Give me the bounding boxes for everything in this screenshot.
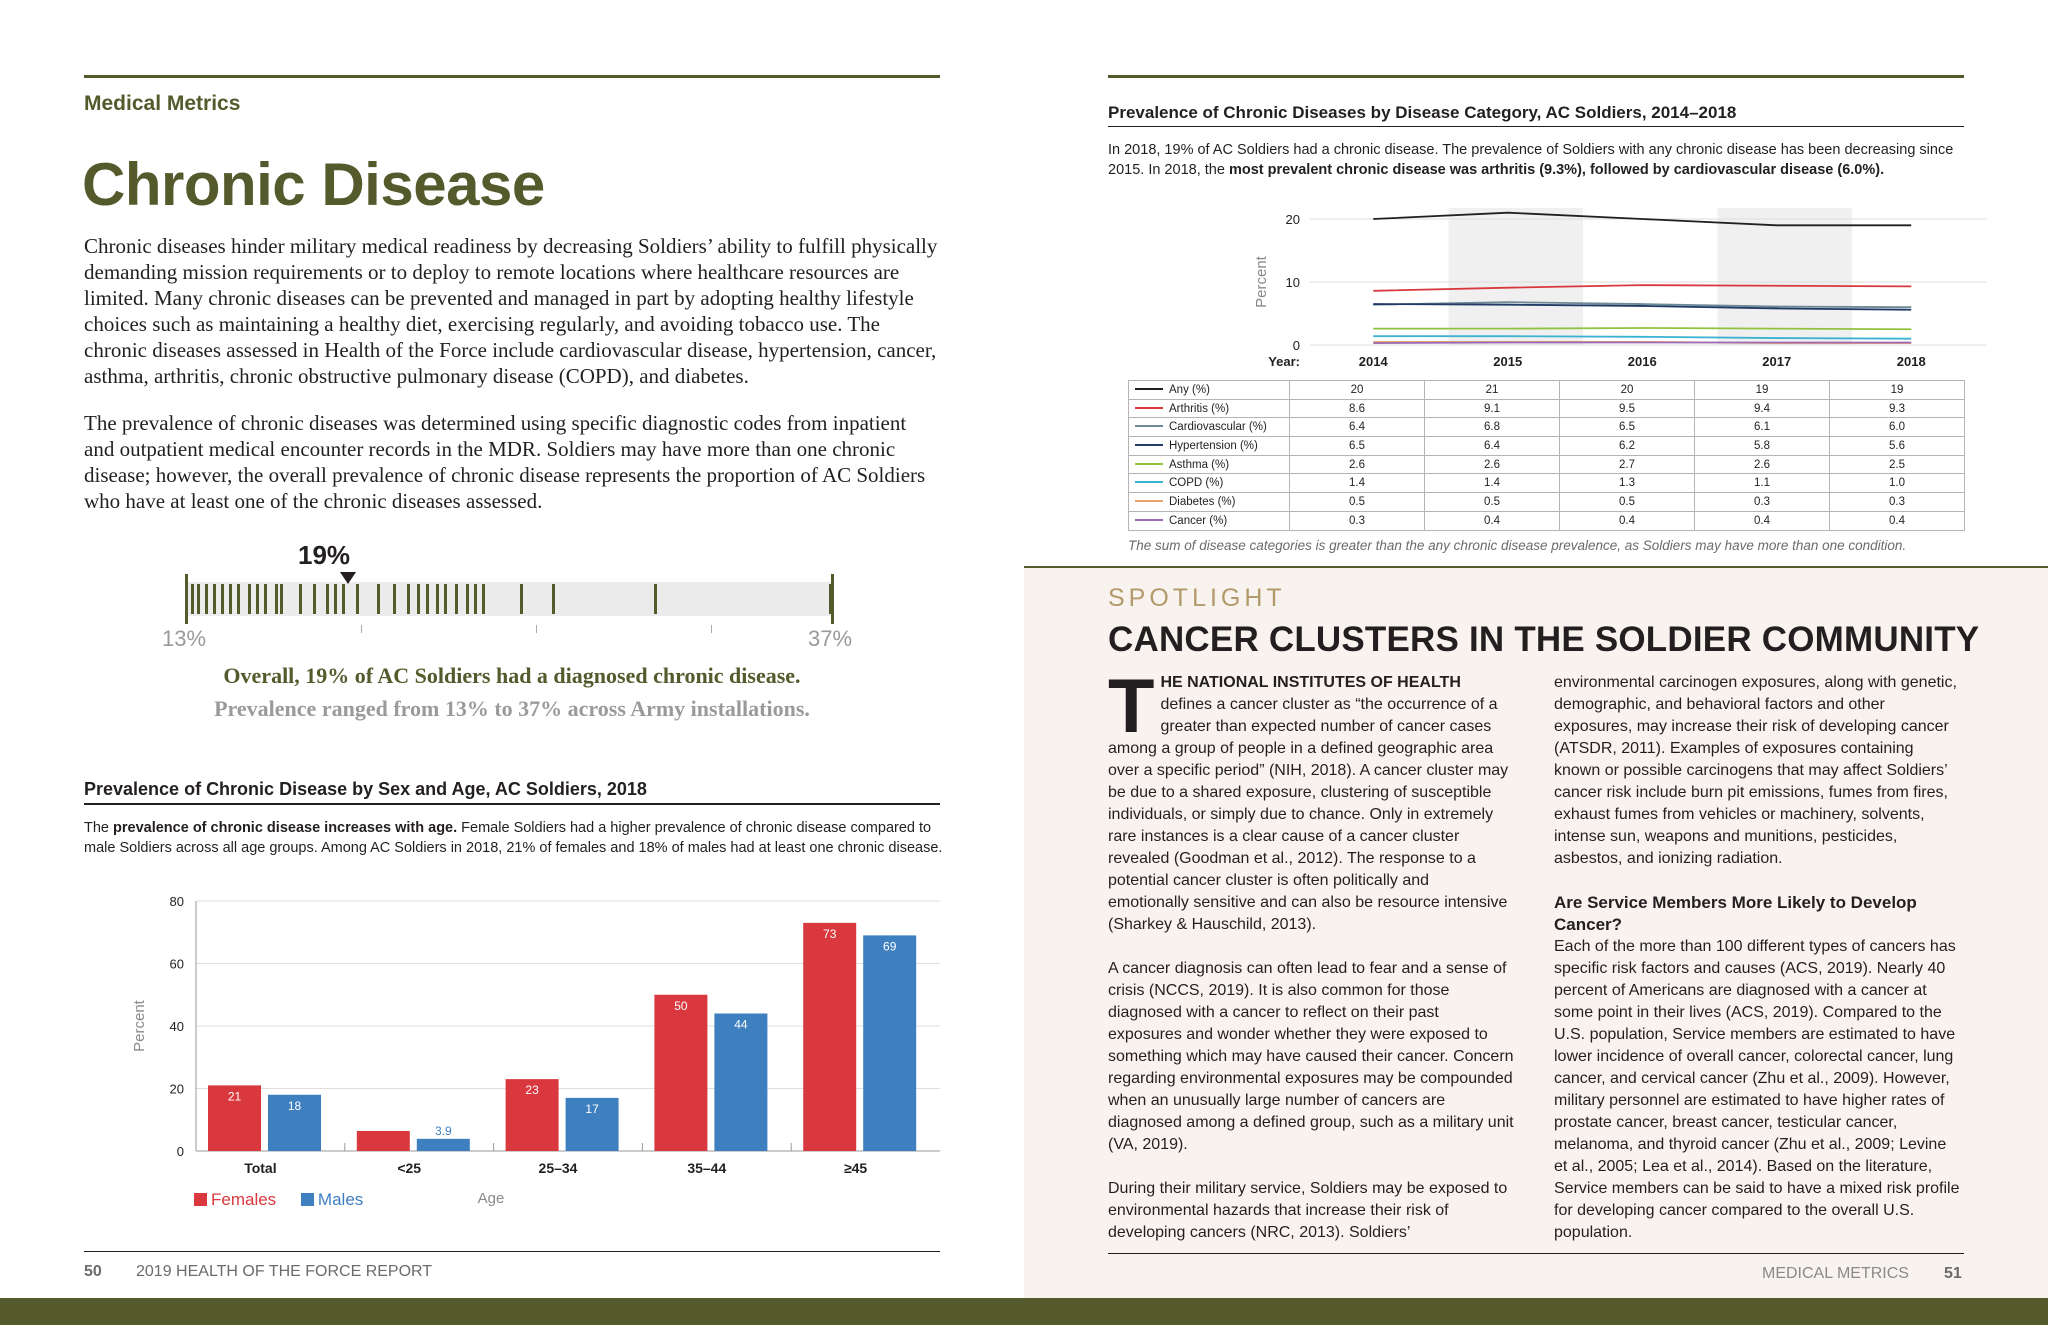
footer-rule <box>84 1251 940 1252</box>
table-row <box>1129 511 1965 530</box>
top-rule <box>84 75 940 78</box>
series-label: Arthritis (%) <box>1129 399 1290 418</box>
installation-tick <box>482 584 485 614</box>
line-y-tick-label: 10 <box>1285 275 1300 290</box>
bar-chart <box>120 884 940 1214</box>
series-swatch-icon <box>1135 407 1163 409</box>
females-swatch-icon <box>194 1193 207 1206</box>
table-cell: 0.3 <box>1830 493 1965 512</box>
line-x-tick-label: 2017 <box>1762 354 1792 369</box>
installation-range-graphic <box>162 540 853 651</box>
bar-x-tick-label: 35–44 <box>687 1160 727 1176</box>
installation-tick <box>256 584 259 614</box>
bar-value-label: 17 <box>585 1101 599 1116</box>
legend-females <box>194 1190 276 1209</box>
line-x-tick-label: 2016 <box>1627 354 1657 369</box>
legend-females-label: Females <box>211 1190 277 1209</box>
installation-tick <box>213 584 216 614</box>
line-desc-bold: most prevalent chronic disease was arthritis (9.3%), followed by cardiovascular disease (6.0%). <box>1228 162 1885 178</box>
table-cell: 2.6 <box>1695 455 1830 474</box>
bar-value-label: 6.4 <box>374 1116 392 1130</box>
table-cell: 9.4 <box>1695 399 1830 418</box>
table-cell: 2.5 <box>1830 455 1965 474</box>
table-cell: 0.4 <box>1560 511 1695 530</box>
installation-tick <box>654 584 657 614</box>
table-row <box>1129 455 1965 474</box>
line-x-tick-label: 2018 <box>1896 354 1926 369</box>
table-cell: 9.3 <box>1830 399 1965 418</box>
table-cell: 5.6 <box>1830 437 1965 456</box>
disease-data-table <box>1128 380 1965 531</box>
lead-in: HE NATIONAL INSTITUTES OF HEALTH <box>1160 674 1461 691</box>
bar-chart-title: Prevalence of Chronic Disease by Sex and Age, AC Soldiers, 2018 <box>84 779 647 799</box>
line-desc-pre: In 2018, 19% of AC Soldiers had a chronic disease. The prevalence of Soldiers with any chronic disease has been decreasing since 2015. In 2018, the <box>1108 142 1954 178</box>
installation-tick <box>356 584 359 614</box>
range-caption-range: Prevalence ranged from 13% to 37% across Army installations. <box>214 696 810 721</box>
installation-tick <box>417 584 420 614</box>
spotlight-column-2 <box>1554 672 1960 1266</box>
bar-value-label: 23 <box>525 1083 539 1098</box>
bar-y-tick-label: 60 <box>169 956 184 972</box>
table-cell: 6.5 <box>1290 437 1425 456</box>
table-cell: 0.3 <box>1290 511 1425 530</box>
installation-tick <box>393 584 396 614</box>
bar-value-label: 18 <box>287 1098 302 1113</box>
spotlight-box <box>1024 566 2048 1298</box>
table-cell: 19 <box>1830 381 1965 400</box>
table-cell: 21 <box>1425 381 1560 400</box>
installation-tick <box>197 584 200 614</box>
series-swatch-icon <box>1135 500 1163 502</box>
table-cell: 1.4 <box>1425 474 1560 493</box>
line-series <box>1373 342 1911 343</box>
table-cell: 6.2 <box>1560 437 1695 456</box>
spotlight-paragraph <box>1108 664 1514 936</box>
left-page <box>0 0 1024 1298</box>
line-y-tick-label: 20 <box>1285 212 1300 227</box>
installation-tick <box>237 584 240 614</box>
table-cell: 20 <box>1560 381 1695 400</box>
line-shaded-band <box>1449 208 1584 345</box>
range-minor-tick <box>711 625 712 633</box>
installation-tick <box>407 584 410 614</box>
bar-value-label: 69 <box>883 939 897 954</box>
bar-chart-legend <box>194 1190 363 1210</box>
table-cell: 6.8 <box>1425 418 1560 437</box>
paragraph-text: defines a cancer cluster as “the occurrence of a greater than expected number of cancer cases among a group of people in a defined geographic area over a specific period” (NIH, 2018). A cancer cluster may be due to a shared exposure, clustering of susceptible individuals, or simply due to chance. Only in extremely rare instances is a clear cause of a cancer cluster revealed (Goodman et al., 2012). The response to a potential cancer cluster is often politically and emotionally sensitive and can also be resource intensive (Sharkey & Hauschild, 2013). <box>1108 696 1509 933</box>
series-swatch-icon <box>1135 425 1163 427</box>
bar-x-tick-label: Total <box>244 1160 277 1176</box>
table-cell: 0.5 <box>1290 493 1425 512</box>
bar-y-tick-label: 80 <box>169 894 184 909</box>
drop-cap: T <box>1108 664 1155 749</box>
table-cell: 0.4 <box>1830 511 1965 530</box>
installation-tick <box>313 584 316 614</box>
bar-males <box>863 935 916 1151</box>
series-swatch-icon <box>1135 388 1163 390</box>
range-min-label: 13% <box>162 626 207 651</box>
installation-tick <box>436 584 439 614</box>
line-x-axis-label: Year: <box>1268 354 1300 369</box>
intro-paragraph: Chronic diseases hinder military medical readiness by decreasing Soldiers’ ability to fulfill physically demanding mission requirements or to deploy to remote locations where healthcare resources are limited. Many chronic diseases can be prevented and managed in part by adopting healthy lifestyle choices such as maintaining a healthy diet, exercising regularly, and avoiding tobacco use. The chronic diseases assessed in Health of the Force include cardiovascular disease, hypertension, cancer, asthma, arthritis, chronic obstructive pulmonary disease (COPD), and diabetes. <box>84 234 938 388</box>
table-cell: 1.1 <box>1695 474 1830 493</box>
series-swatch-icon <box>1135 519 1163 521</box>
range-marker-triangle-icon <box>340 572 356 584</box>
series-swatch-icon <box>1135 463 1163 465</box>
table-cell: 19 <box>1695 381 1830 400</box>
installation-tick <box>334 584 337 614</box>
table-cell: 0.3 <box>1695 493 1830 512</box>
table-row <box>1129 399 1965 418</box>
range-end-left <box>185 574 188 624</box>
bar-x-tick-label: <25 <box>397 1160 422 1176</box>
installation-tick <box>829 584 832 614</box>
bar-value-label: 50 <box>674 998 688 1013</box>
installation-tick <box>455 584 458 614</box>
page-number: 50 <box>84 1263 102 1280</box>
page-number: 51 <box>1944 1265 1962 1282</box>
line-shaded-band <box>1718 208 1853 345</box>
bar-females <box>654 995 707 1151</box>
table-cell: 6.4 <box>1425 437 1560 456</box>
section-label: Medical Metrics <box>84 92 241 115</box>
method-paragraph: The prevalence of chronic diseases was determined using specific diagnostic codes from inpatient and outpatient medical encounter records in the MDR. Soldiers may have more than one chronic disease; however, the overall prevalence of chronic disease represents the proportion of AC Soldiers who have at least one of the chronic diseases assessed. <box>84 411 926 513</box>
installation-tick <box>264 584 267 614</box>
table-cell: 6.5 <box>1560 418 1695 437</box>
bar-desc-post: Female Soldiers had a higher prevalence of chronic disease compared to male Soldiers across all age groups. Among AC Soldiers in 2018, 21% of females and 18% of males had at least one chronic disease. <box>84 820 943 856</box>
table-row <box>1129 418 1965 437</box>
series-swatch-icon <box>1135 444 1163 446</box>
range-marker-label: 19% <box>298 540 351 570</box>
table-row <box>1129 493 1965 512</box>
table-cell: 2.7 <box>1560 455 1695 474</box>
series-label: Cardiovascular (%) <box>1129 418 1290 437</box>
footer-title: 2019 HEALTH OF THE FORCE REPORT <box>136 1263 433 1280</box>
range-caption-overall: Overall, 19% of AC Soldiers had a diagnosed chronic disease. <box>223 663 801 688</box>
series-label: Diabetes (%) <box>1129 493 1290 512</box>
bar-x-axis-label: Age <box>477 1190 505 1207</box>
table-row <box>1129 437 1965 456</box>
table-cell: 5.8 <box>1695 437 1830 456</box>
installation-tick <box>520 584 523 614</box>
table-cell: 0.4 <box>1425 511 1560 530</box>
table-row <box>1129 474 1965 493</box>
bar-y-tick-label: 40 <box>169 1019 184 1034</box>
series-swatch-icon <box>1135 481 1163 483</box>
bar-y-tick-label: 20 <box>169 1081 184 1097</box>
installation-tick <box>326 584 329 614</box>
table-cell: 6.0 <box>1830 418 1965 437</box>
installation-tick <box>377 584 380 614</box>
line-chart-title: Prevalence of Chronic Diseases by Disease Category, AC Soldiers, 2014–2018 <box>1108 103 1737 122</box>
installation-tick <box>280 584 283 614</box>
bar-value-label: 44 <box>734 1017 748 1032</box>
spotlight-paragraph: Each of the more than 100 different types of cancers has specific risk factors and causes (ACS, 2019). Nearly 40 percent of Americans are diagnosed with a cancer at some point in their lives (ACS, 2019). Compared to the U.S. population, Service members are estimated to have lower incidence of overall cancer, colorectal cancer, lung cancer, and cervical cancer (Zhu et al., 2009). However, military personnel are estimated to have higher rates of prostate cancer, breast cancer, testicular cancer, melanoma, and thyroid cancer (Zhu et al., 2009; Levine et al., 2005; Lea et al., 2014). Based on the literature, Service members can be said to have a mixed risk profile for developing cancer compared to the overall U.S. population. <box>1554 938 1960 1241</box>
installation-tick <box>342 584 345 614</box>
table-cell: 1.3 <box>1560 474 1695 493</box>
table-cell: 6.1 <box>1695 418 1830 437</box>
table-cell: 6.4 <box>1290 418 1425 437</box>
spotlight-subhead: Are Service Members More Likely to Develop Cancer? <box>1554 893 1917 934</box>
legend-males-label: Males <box>317 1190 364 1209</box>
table-cell: 20 <box>1290 381 1425 400</box>
bar-chart-rule <box>84 803 940 805</box>
series-label: Asthma (%) <box>1129 455 1290 474</box>
footer-title: MEDICAL METRICS <box>1762 1265 1909 1282</box>
bar-females <box>803 923 856 1151</box>
table-cell: 0.4 <box>1695 511 1830 530</box>
bar-chart-description <box>84 818 944 858</box>
bar-desc-bold: prevalence of chronic disease increases with age. <box>113 820 458 836</box>
installation-tick <box>299 584 302 614</box>
line-series <box>1373 328 1911 329</box>
range-max-label: 37% <box>808 626 853 651</box>
right-page <box>1024 0 2048 1298</box>
table-cell: 1.0 <box>1830 474 1965 493</box>
bar-desc-pre: The <box>84 820 114 836</box>
installation-tick <box>191 584 194 614</box>
line-x-tick-label: 2015 <box>1493 354 1523 369</box>
spotlight-label: SPOTLIGHT <box>1108 584 1286 612</box>
line-chart-rule <box>1108 126 1964 127</box>
installation-tick <box>474 584 477 614</box>
line-chart-description <box>1108 140 1968 180</box>
bar-x-tick-label: 25–34 <box>538 1160 578 1176</box>
range-minor-tick <box>361 625 362 633</box>
bar-males <box>417 1139 470 1151</box>
table-cell: 1.4 <box>1290 474 1425 493</box>
table-cell: 9.5 <box>1560 399 1695 418</box>
legend-males <box>301 1190 363 1209</box>
spotlight-title: CANCER CLUSTERS IN THE SOLDIER COMMUNITY <box>1108 620 1980 659</box>
table-cell: 9.1 <box>1425 399 1560 418</box>
bar-value-label: 3.9 <box>434 1123 452 1138</box>
top-rule <box>1108 75 1964 78</box>
bar-females <box>357 1131 410 1151</box>
installation-tick <box>426 584 429 614</box>
table-cell: 0.5 <box>1425 493 1560 512</box>
bar-y-axis-label: Percent <box>131 1000 148 1052</box>
page-title: Chronic Disease <box>82 151 545 218</box>
bar-males <box>714 1014 767 1152</box>
bar-y-tick-label: 0 <box>176 1144 184 1159</box>
range-minor-tick <box>536 625 537 633</box>
table-cell: 2.6 <box>1290 455 1425 474</box>
footer-rule <box>1108 1253 1964 1254</box>
installation-tick <box>221 584 224 614</box>
spotlight-column-1 <box>1108 664 1514 1266</box>
series-label: Cancer (%) <box>1129 511 1290 530</box>
males-swatch-icon <box>301 1193 314 1206</box>
bar-value-label: 73 <box>823 926 837 941</box>
table-row <box>1129 381 1965 400</box>
table-cell: 2.6 <box>1425 455 1560 474</box>
line-y-tick-label: 0 <box>1292 338 1300 353</box>
table-footnote: The sum of disease categories is greater than the any chronic disease prevalence, as Soldiers may have more than one condition. <box>1128 538 1907 553</box>
series-label: Any (%) <box>1129 381 1290 400</box>
table-cell: 8.6 <box>1290 399 1425 418</box>
bar-x-tick-label: ≥45 <box>843 1160 868 1176</box>
table-cell: 0.5 <box>1560 493 1695 512</box>
bottom-band <box>0 1298 2048 1325</box>
installation-tick <box>205 584 208 614</box>
line-x-tick-label: 2014 <box>1358 354 1388 369</box>
spotlight-paragraph: environmental carcinogen exposures, along with genetic, demographic, and behavioral factors and other exposures, may increase their risk of developing cancer (ATSDR, 2011). Examples of exposures containing known or possible carcinogens that may affect Soldiers’ cancer risk include burn pit emissions, fumes from fires, exhaust fumes from vehicles or machinery, solvents, intense sun, weapons and munitions, pesticides, asbestos, and ionizing radiation. <box>1554 674 1957 867</box>
spotlight-paragraph: A cancer diagnosis can often lead to fear and a sense of crisis (NCCS, 2019). It is also common for those diagnosed with a cancer to reflect on their past exposures and wonder whether they were exposed to something which may have caused their cancer. Concern regarding environmental exposures may be compounded when an unusually large number of cancers are diagnosed among a defined group, such as a military unit (VA, 2019). <box>1108 960 1514 1153</box>
series-label: COPD (%) <box>1129 474 1290 493</box>
installation-tick <box>466 584 469 614</box>
spotlight-paragraph: During their military service, Soldiers may be exposed to environmental hazards that increase their risk of developing cancers (NRC, 2013). Soldiers’ <box>1108 1180 1508 1241</box>
installation-tick <box>248 584 251 614</box>
installation-tick <box>552 584 555 614</box>
installation-tick <box>229 584 232 614</box>
series-label: Hypertension (%) <box>1129 437 1290 456</box>
installation-tick <box>444 584 447 614</box>
line-y-axis-label: Percent <box>1253 256 1270 308</box>
line-chart <box>1124 200 2004 375</box>
bar-value-label: 21 <box>227 1089 242 1104</box>
installation-tick <box>275 584 278 614</box>
